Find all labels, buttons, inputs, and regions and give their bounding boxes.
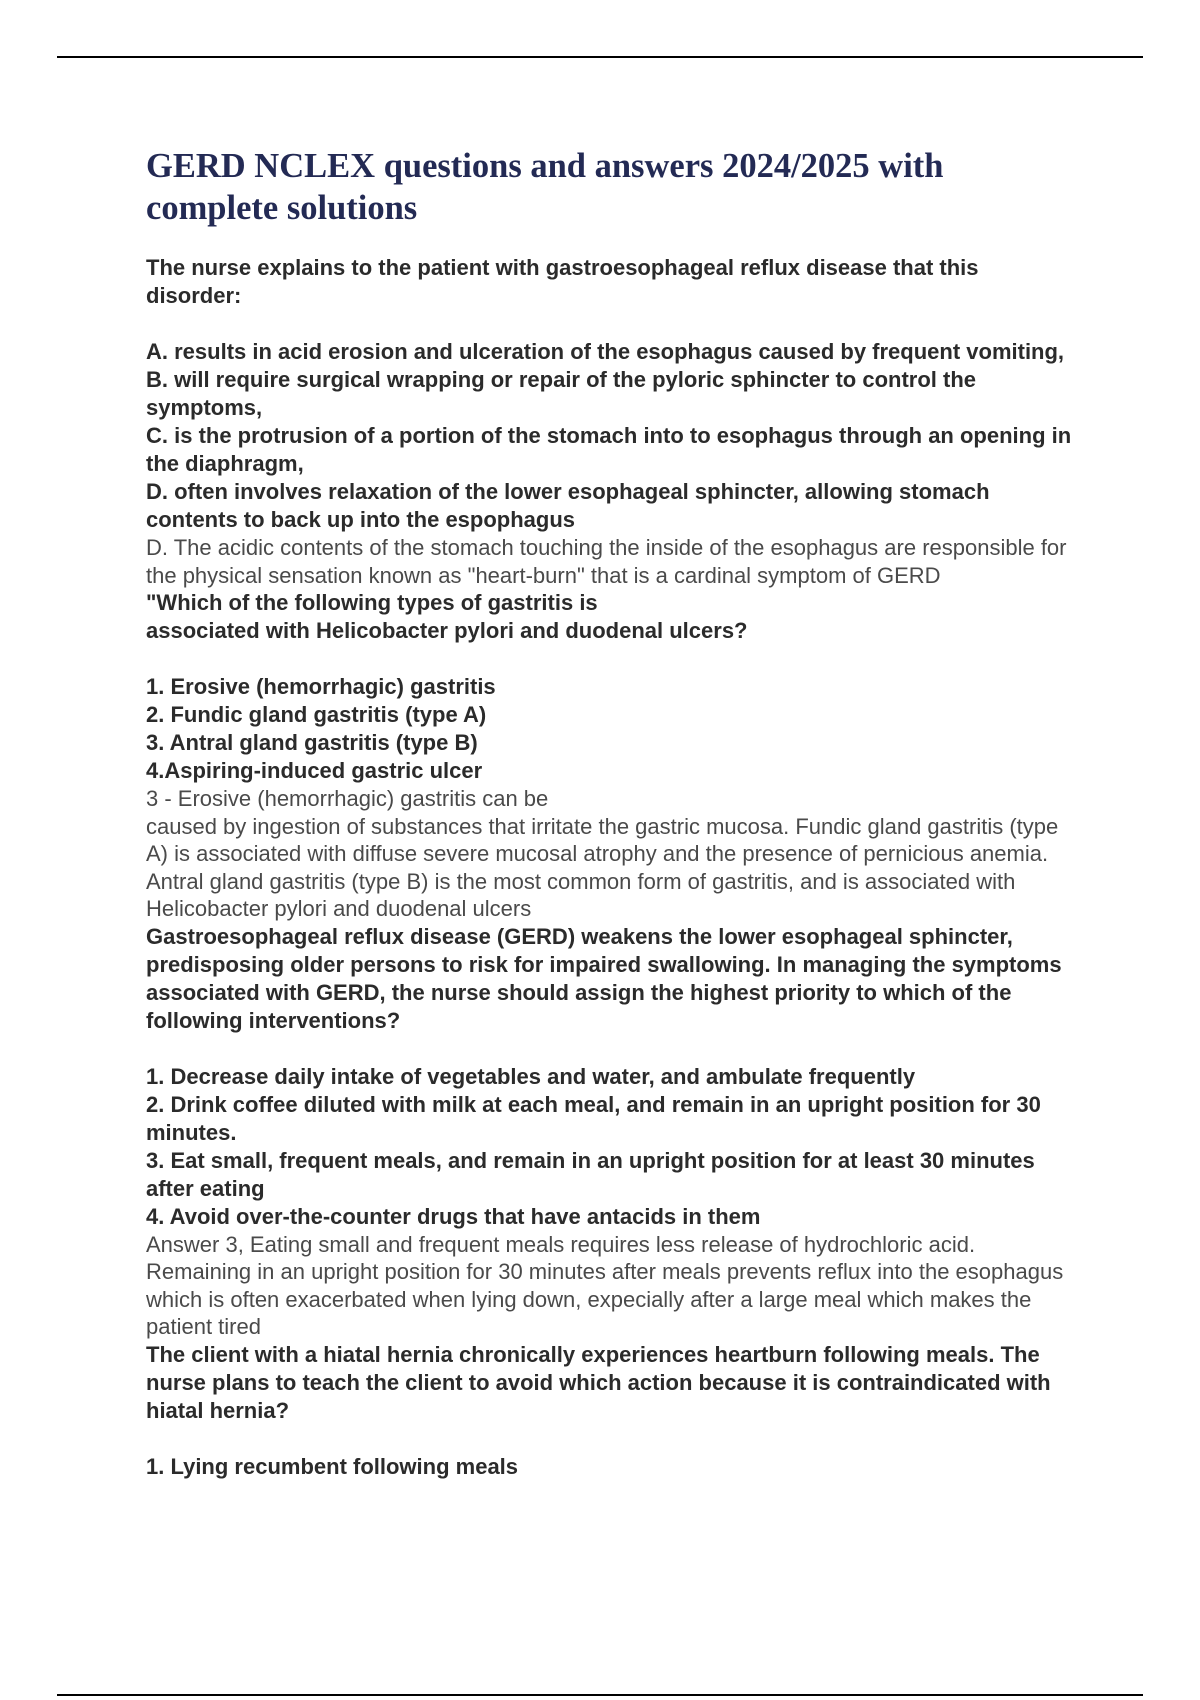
answer-2-line-1: 3 - Erosive (hemorrhagic) gastritis can be — [146, 786, 549, 811]
option-2-2: 2. Fundic gland gastritis (type A) — [146, 702, 487, 727]
option-4-1: 1. Lying recumbent following meals — [146, 1453, 519, 1479]
qa-item-3 — [146, 923, 1076, 1341]
qa-item-1 — [146, 254, 1076, 589]
option-3-4: 4. Avoid over-the-counter drugs that have antacids in them — [146, 1203, 761, 1229]
answer-3: Answer 3, Eating small and frequent meals requires less release of hydrochloric acid. Remaining in an upright position for 30 minutes after meals prevents reflux into the esophagus which is often exacerbated when lying down, expecially after a large meal which makes the patient tired — [146, 1231, 1064, 1339]
option-2-1: 1. Erosive (hemorrhagic) gastritis — [146, 674, 496, 699]
option-1a: A. results in acid erosion and ulceration of the esophagus caused by frequent vomiting, — [146, 339, 1065, 364]
document-title: GERD NCLEX questions and answers 2024/2025 with complete solutions — [146, 147, 944, 227]
option-1b: B. will require surgical wrapping or repair of the pyloric sphincter to control the symptoms, — [146, 367, 977, 420]
spacer — [146, 645, 1076, 673]
option-3-3: 3. Eat small, frequent meals, and remain in an upright position for at least 30 minutes after eating — [146, 1147, 1035, 1201]
question-3: Gastroesophageal reflux disease (GERD) weakens the lower esophageal sphincter, predisposing older persons to risk for impaired swallowing. In managing the symptoms associated with GERD, the nurse should assign the highest priority to which of the following interventions? — [146, 923, 1062, 1033]
option-3-1: 1. Decrease daily intake of vegetables and water, and ambulate frequently — [146, 1063, 916, 1089]
question-2-line-2: associated with Helicobacter pylori and duodenal ulcers? — [146, 618, 748, 643]
option-1d: D. often involves relaxation of the lower esophageal sphincter, allowing stomach contents to back up into the espophagus — [146, 479, 990, 532]
question-1: The nurse explains to the patient with gastroesophageal reflux disease that this disorder: — [146, 255, 979, 308]
top-rule — [57, 56, 1143, 58]
option-1c: C. is the protrusion of a portion of the stomach into to esophagus through an opening in the diaphragm, — [146, 423, 1072, 476]
question-4: The client with a hiatal hernia chronically experiences heartburn following meals. The nurse plans to teach the client to avoid which action because it is contraindicated with hiatal hernia? — [146, 1341, 1051, 1423]
document-body — [146, 145, 1076, 1481]
spacer — [146, 1035, 1076, 1063]
answer-2-line-2: caused by ingestion of substances that irritate the gastric mucosa. Fundic gland gastritis (type A) is associated with diffuse severe mucosal atrophy and the presence of pernicious anemia. Antral gland gastritis (type B) is the most common form of gastritis, and is associated with Helicobacter pylori and duodenal ulcers — [146, 813, 1059, 921]
bottom-rule — [57, 1694, 1143, 1696]
qa-item-4 — [146, 1341, 1076, 1481]
answer-1: D. The acidic contents of the stomach touching the inside of the esophagus are responsible for the physical sensation known as "heart-burn" that is a cardinal symptom of GERD — [146, 535, 1067, 588]
option-2-4: 4.Aspiring-induced gastric ulcer — [146, 758, 483, 783]
qa-item-2 — [146, 589, 1076, 923]
spacer — [146, 310, 1076, 338]
option-3-2: 2. Drink coffee diluted with milk at each meal, and remain in an upright position for 30 minutes. — [146, 1091, 1041, 1145]
spacer — [146, 1425, 1076, 1453]
option-2-3: 3. Antral gland gastritis (type B) — [146, 730, 478, 755]
question-2-line-1: "Which of the following types of gastritis is — [146, 590, 598, 615]
